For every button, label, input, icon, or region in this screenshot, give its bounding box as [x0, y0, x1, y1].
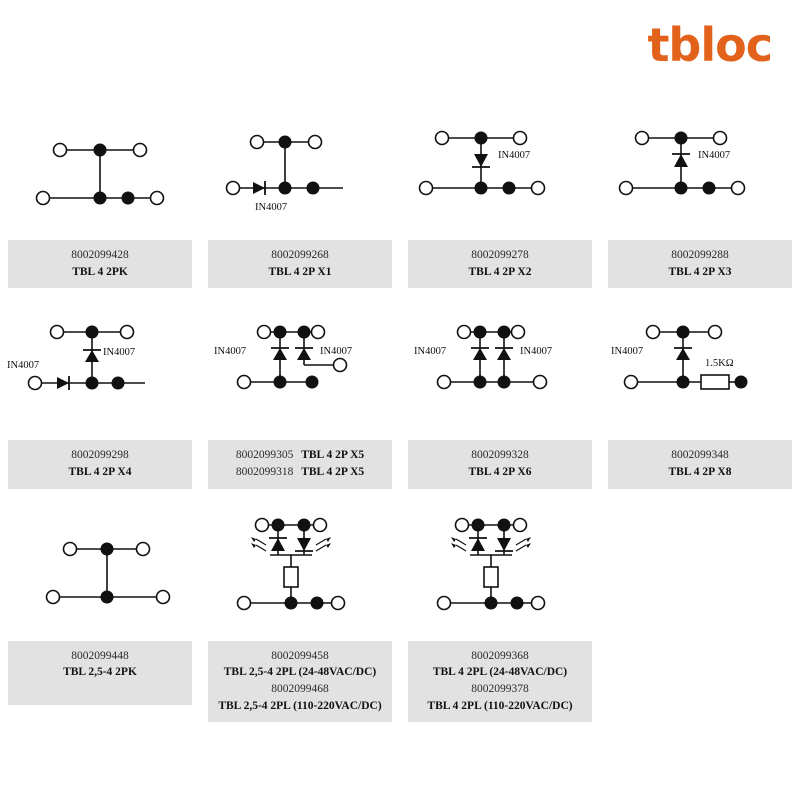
part-name: TBL 4 2P X1	[268, 265, 332, 278]
diode-symbol-left	[57, 376, 69, 390]
diode-symbol-right	[295, 348, 313, 360]
symbol-row	[0, 310, 800, 488]
part-code: 8002099448	[71, 649, 129, 662]
part-name: TBL 4 2P X3	[668, 265, 732, 278]
part-code: 8002099348	[671, 449, 729, 462]
diode-label: IN4007	[698, 150, 731, 161]
caption-block	[208, 641, 392, 723]
caption-block	[408, 641, 592, 723]
symbol-cell-tbl-4-2p-x2	[400, 110, 600, 288]
symbol-art-led-pair-resistor	[400, 511, 600, 641]
part-code: 8002099268	[271, 249, 329, 261]
symbol-cell-tbl-4-2p-x8	[600, 310, 800, 488]
part-name: TBL 4 2P X8	[668, 466, 732, 479]
part-name: TBL 4 2PL (110-220VAC/DC)	[427, 699, 573, 712]
diode-symbol	[672, 154, 690, 167]
part-name: TBL 2,5-4 2PL (110-220VAC/DC)	[218, 699, 382, 712]
part-code: 8002099305	[235, 449, 294, 462]
symbol-art-diode-left-horizontal	[200, 110, 400, 240]
caption-line	[212, 464, 388, 481]
symbol-row	[0, 110, 800, 288]
part-code: 8002099378	[471, 683, 529, 696]
part-code: 8002099458	[271, 649, 329, 662]
symbol-art-diode-vertical-plus-left	[0, 310, 200, 440]
caption-block	[208, 440, 392, 488]
symbol-cell-tbl-4-2pl	[400, 511, 600, 723]
part-code: 8002099468	[271, 683, 329, 696]
symbol-row	[0, 511, 800, 723]
symbol-cell-tbl-4-2pk	[0, 110, 200, 288]
part-name: TBL 2,5-4 2PK	[63, 666, 137, 679]
diode-symbol-left	[471, 348, 489, 360]
led-symbol-right	[495, 537, 531, 551]
diode-symbol-right	[495, 348, 513, 360]
caption-block	[208, 240, 392, 288]
caption-block	[408, 240, 592, 288]
symbol-art-diode-vertical-down	[400, 110, 600, 240]
diode-symbol	[674, 348, 692, 360]
diode-label-right: IN4007	[520, 346, 553, 358]
part-name: TBL 4 2P X5	[301, 466, 365, 479]
part-code: 8002099428	[71, 249, 129, 261]
symbol-cell-tbl-4-2p-x6	[400, 310, 600, 488]
part-code: 8002099278	[471, 249, 529, 261]
diode-label-left: IN4007	[414, 346, 447, 358]
part-name: TBL 4 2PL (24-48VAC/DC)	[432, 666, 568, 679]
resistor-symbol	[484, 567, 498, 587]
symbol-art-plain-t	[0, 511, 200, 641]
part-name: TBL 4 2P X5	[301, 449, 365, 462]
diode-label-vertical: IN4007	[103, 347, 136, 359]
caption-block	[8, 641, 192, 705]
diode-symbol	[472, 154, 490, 167]
part-name: TBL 4 2PK	[72, 265, 128, 278]
caption-block	[408, 440, 592, 488]
caption-block	[8, 240, 192, 288]
diode-symbol-left	[271, 348, 289, 360]
part-name: TBL 4 2P X2	[468, 265, 532, 278]
symbol-art-two-diodes-split	[200, 310, 400, 440]
diode-label: IN4007	[255, 202, 288, 213]
symbol-art-none	[600, 511, 800, 641]
symbol-cell-tbl-4-2p-x5	[200, 310, 400, 488]
part-code: 8002099318	[235, 466, 294, 479]
symbol-art-diode-plus-resistor	[600, 310, 800, 440]
diode-label: IN4007	[498, 150, 531, 161]
diode-label-right: IN4007	[320, 346, 353, 358]
resistor-label: 1.5KΩ	[705, 358, 734, 370]
caption-block	[608, 440, 792, 488]
part-code: 8002099288	[671, 249, 729, 261]
part-name: TBL 4 2P X4	[68, 466, 132, 479]
part-name: TBL 2,5-4 2PL (24-48VAC/DC)	[223, 666, 377, 679]
led-symbol-right	[295, 537, 331, 551]
symbol-cell-tbl-4-2p-x4	[0, 310, 200, 488]
part-code: 8002099298	[71, 449, 129, 462]
symbol-grid	[0, 110, 800, 722]
resistor-symbol	[701, 375, 729, 389]
symbol-cell-tbl-4-2p-x1	[200, 110, 400, 288]
diode-symbol	[253, 181, 265, 195]
resistor-symbol	[284, 567, 298, 587]
led-symbol-left	[451, 537, 487, 551]
symbol-cell-tbl-2-5-4-2pl	[200, 511, 400, 723]
tbloc-logo: tbloc	[647, 18, 772, 72]
caption-block	[8, 440, 192, 488]
part-name: TBL 4 2P X6	[468, 466, 532, 479]
symbol-art-two-diodes-common	[400, 310, 600, 440]
caption-block	[608, 240, 792, 288]
symbol-cell-empty	[600, 511, 800, 723]
led-symbol-left	[251, 537, 287, 551]
symbol-art-plain-t	[0, 110, 200, 240]
part-code: 8002099368	[471, 649, 529, 662]
symbol-cell-tbl-4-2p-x3	[600, 110, 800, 288]
diode-label-left: IN4007	[214, 346, 247, 358]
diode-label: IN4007	[611, 346, 644, 358]
symbol-cell-tbl-2-5-4-2pk	[0, 511, 200, 723]
part-code: 8002099328	[471, 449, 529, 462]
diode-label-left: IN4007	[7, 360, 40, 372]
diode-symbol-vertical	[83, 350, 101, 362]
symbol-art-led-pair-resistor	[200, 511, 400, 641]
caption-line	[212, 447, 388, 464]
symbol-art-diode-vertical-up	[600, 110, 800, 240]
